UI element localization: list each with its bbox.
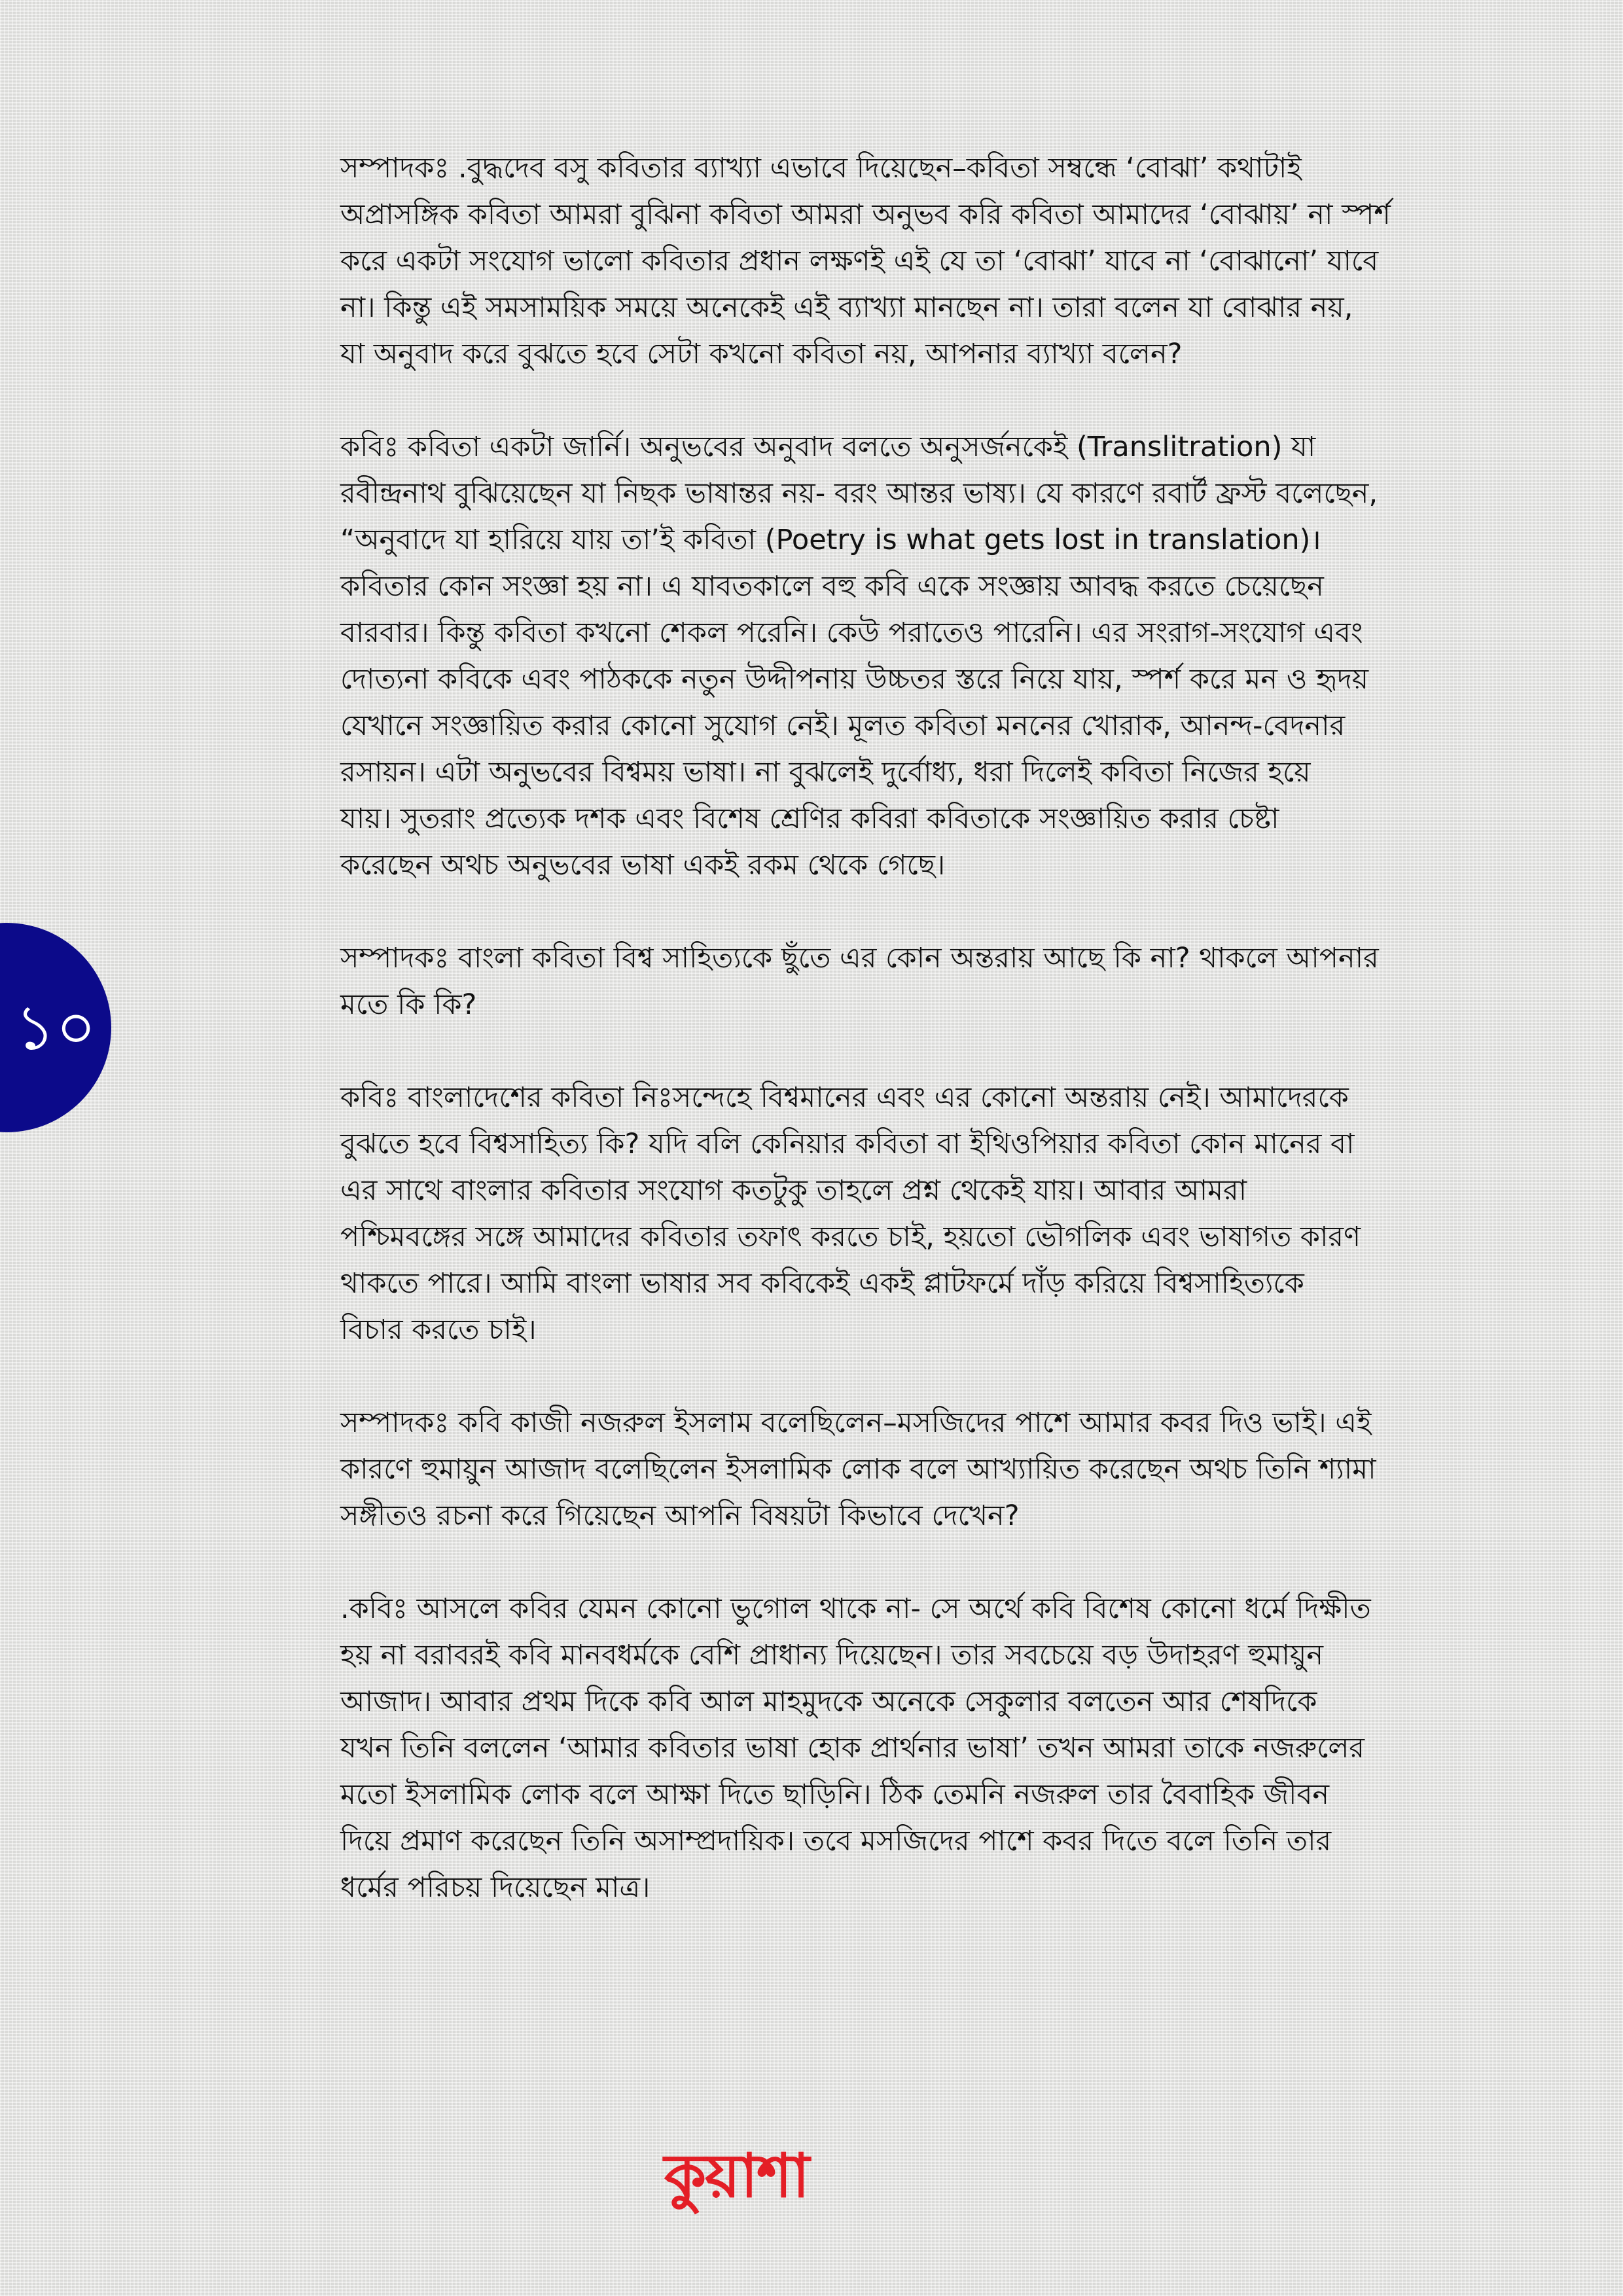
text-line: পশ্চিমবঙ্গের সঙ্গে আমাদের কবিতার তফাৎ করতে চাই, হয়তো ভৌগলিক এবং ভাষাগত কারণ	[340, 1221, 1361, 1253]
text-line: সম্পাদকঃ কবি কাজী নজরুল ইসলাম বলেছিলেন–মসজিদের পাশে আমার কবর দিও ভাই। এই	[340, 1407, 1372, 1439]
text-line: যেখানে সংজ্ঞায়িত করার কোনো সুযোগ নেই। মূলত কবিতা মননের খোরাক, আনন্দ-বেদনার	[340, 709, 1346, 742]
text-line: যখন তিনি বললেন ‘আমার কবিতার ভাষা হোক প্রার্থনার ভাষা’ তখন আমরা তাকে নজরুলের	[340, 1732, 1365, 1765]
interview-text	[340, 145, 1414, 1958]
text-line: সঙ্গীতও রচনা করে গিয়েছেন আপনি বিষয়টা কিভাবে দেখেন?	[340, 1499, 1020, 1532]
text-line: হয় না বরাবরই কবি মানবধর্মকে বেশি প্রাধান্য দিয়েছেন। তার সবচেয়ে বড় উদাহরণ হুমায়ুন	[340, 1639, 1323, 1672]
text-line: বুঝতে হবে বিশ্বসাহিত্য কি? যদি বলি কেনিয়ার কবিতা বা ইথিওপিয়ার কবিতা কোন মানের বা	[340, 1128, 1355, 1160]
text-line: দিয়ে প্রমাণ করেছেন তিনি অসাম্প্রদায়িক। তবে মসজিদের পাশে কবর দিতে বলে তিনি তার	[340, 1825, 1332, 1857]
text-line: যা অনুবাদ করে বুঝতে হবে সেটা কখনো কবিতা নয়, আপনার ব্যাখ্যা বলেন?	[340, 338, 1183, 370]
paragraph-editor-question-2	[340, 935, 1414, 1028]
text-line: অপ্রাসঙ্গিক কবিতা আমরা বুঝিনা কবিতা আমরা অনুভব করি কবিতা আমাদের ‘বোঝায়’ না স্পর্শ	[340, 198, 1391, 231]
text-line: দোত্যনা কবিকে এবং পাঠককে নতুন উদ্দীপনায় উচ্চতর স্তরে নিয়ে যায়, স্পর্শ করে মন ও হৃদয়	[340, 663, 1369, 696]
paragraph-poet-answer-3	[340, 1586, 1414, 1911]
text-line: রবীন্দ্রনাথ বুঝিয়েছেন যা নিছক ভাষান্তর নয়- বরং আন্তর ভাষ্য। যে কারণে রবার্ট ফ্রস্ট বলেছেন,	[340, 477, 1378, 510]
magazine-logo: কুয়াশা	[664, 2141, 809, 2211]
text-line: রসায়ন। এটা অনুভবের বিশ্বময় ভাষা। না বুঝলেই দুর্বোধ্য, ধরা দিলেই কবিতা নিজের হয়ে	[340, 756, 1311, 789]
text-line: কবিঃ কবিতা একটা জার্নি। অনুভবের অনুবাদ বলতে অনুসর্জনকেই (Translitration) যা	[340, 431, 1316, 463]
text-line: কারণে হুমায়ুন আজাদ বলেছিলেন ইসলামিক লোক বলে আখ্যায়িত করেছেন অথচ তিনি শ্যামা	[340, 1453, 1376, 1486]
text-line: সম্পাদকঃ বাংলা কবিতা বিশ্ব সাহিত্যকে ছুঁতে এর কোন অন্তরায় আছে কি না? থাকলে আপনার	[340, 942, 1379, 975]
text-line: কবিঃ বাংলাদেশের কবিতা নিঃসন্দেহে বিশ্বমানের এবং এর কোনো অন্তরায় নেই। আমাদেরকে	[340, 1081, 1349, 1114]
text-line: কবিতার কোন সংজ্ঞা হয় না। এ যাবতকালে বহু কবি একে সংজ্ঞায় আবদ্ধ করতে চেয়েছেন	[340, 570, 1324, 603]
text-line: “অনুবাদে যা হারিয়ে যায় তা’ই কবিতা (Poetry is what gets lost in translation)।	[340, 524, 1321, 556]
text-line: ধর্মের পরিচয় দিয়েছেন মাত্র।	[340, 1871, 651, 1904]
text-line: বারবার। কিন্তু কবিতা কখনো শেকল পরেনি। কেউ পরাতেও পারেনি। এর সংরাগ-সংযোগ এবং	[340, 617, 1363, 649]
paragraph-poet-answer-2	[340, 1075, 1414, 1354]
paragraph-editor-question-3	[340, 1400, 1414, 1539]
text-line: যায়। সুতরাং প্রত্যেক দশক এবং বিশেষ শ্রেণির কবিরা কবিতাকে সংজ্ঞায়িত করার চেষ্টা	[340, 802, 1279, 835]
text-line: আজাদ। আবার প্রথম দিকে কবি আল মাহমুদকে অনেকে সেকুলার বলতেন আর শেষদিকে	[340, 1685, 1317, 1718]
text-line: করে একটা সংযোগ ভালো কবিতার প্রধান লক্ষণই এই যে তা ‘বোঝা’ যাবে না ‘বোঝানো’ যাবে	[340, 245, 1379, 278]
page-number: ১০	[14, 991, 97, 1064]
text-line: বিচার করতে চাই।	[340, 1314, 537, 1346]
text-line: মতে কি কি?	[340, 988, 477, 1021]
text-line: মতো ইসলামিক লোক বলে আক্ষা দিতে ছাড়িনি। ঠিক তেমনি নজরুল তার বৈবাহিক জীবন	[340, 1778, 1330, 1811]
text-line: করেছেন অথচ অনুভবের ভাষা একই রকম থেকে গেছে।	[340, 849, 946, 882]
paragraph-poet-answer-1	[340, 424, 1414, 889]
text-line: এর সাথে বাংলার কবিতার সংযোগ কতটুকু তাহলে প্রশ্ন থেকেই যায়। আবার আমরা	[340, 1174, 1247, 1207]
text-line: না। কিন্তু এই সমসাময়িক সময়ে অনেকেই এই ব্যাখ্যা মানছেন না। তারা বলেন যা বোঝার নয়,	[340, 291, 1353, 324]
paragraph-editor-question-1	[340, 145, 1414, 378]
text-line: সম্পাদকঃ .বুদ্ধদেব বসু কবিতার ব্যাখ্যা এভাবে দিয়েছেন–কবিতা সম্বন্ধে ‘বোঝা’ কথাটাই	[340, 152, 1302, 185]
text-line: থাকতে পারে। আমি বাংলা ভাষার সব কবিকেই একই প্লাটফর্মে দাঁড় করিয়ে বিশ্বসাহিত্যকে	[340, 1267, 1304, 1300]
text-line: .কবিঃ আসলে কবির যেমন কোনো ভুগোল থাকে না- সে অর্থে কবি বিশেষ কোনো ধর্মে দিক্ষীত	[340, 1592, 1371, 1625]
